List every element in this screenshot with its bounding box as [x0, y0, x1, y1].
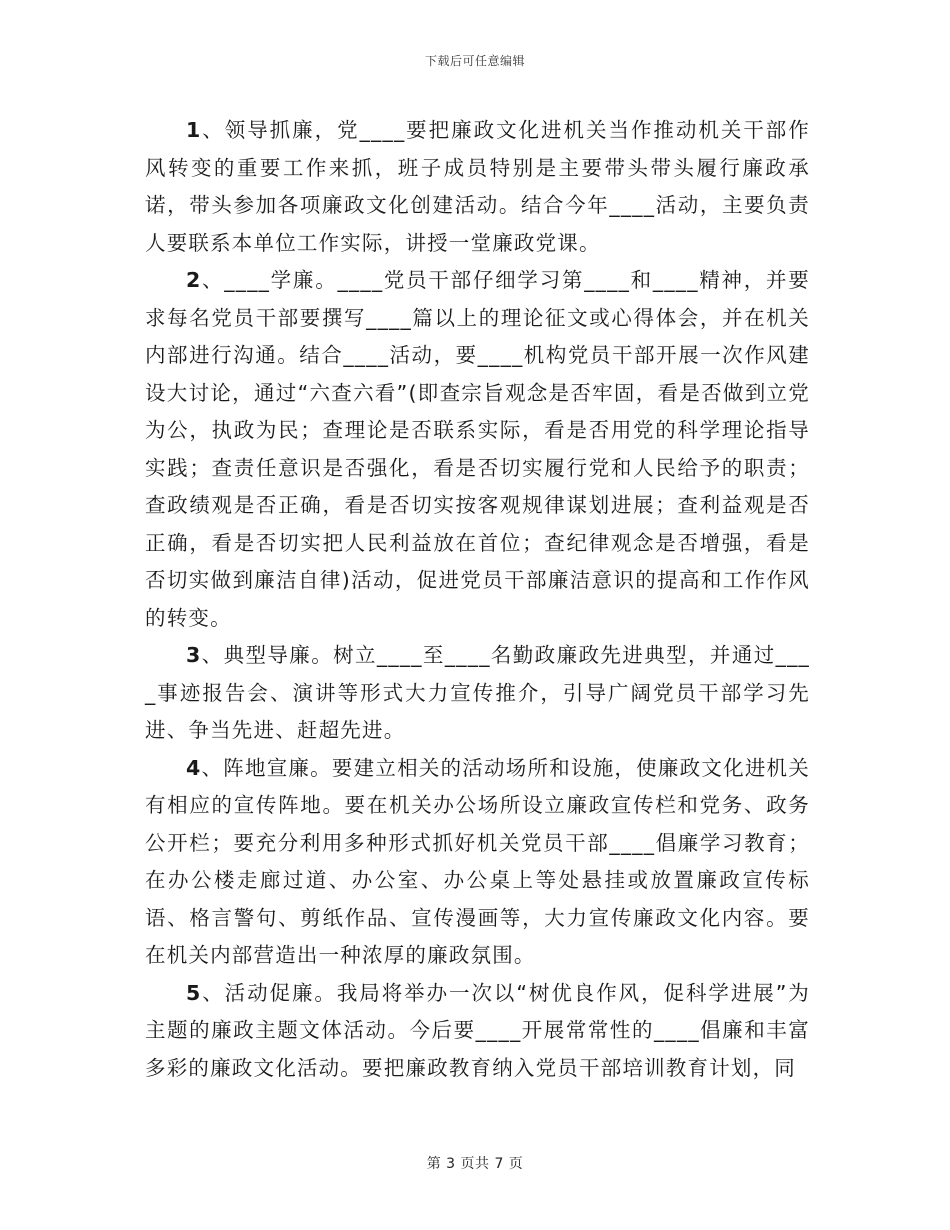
page-footer: 第 3 页共 7 页 — [426, 1156, 524, 1172]
paragraph-number: 2 — [186, 268, 202, 292]
paragraph-4 — [145, 750, 810, 975]
paragraph-number: 5 — [186, 980, 202, 1005]
page-header: 下载后可任意编辑 — [424, 54, 525, 68]
paragraph-2 — [145, 262, 810, 637]
paragraph-text: 、典型导廉。树立____至____名勤政廉政先进典型，并通过____事迹报告会、演讲等形式大力宣传推介，引导广阔党员干部学习先进、争当先进、赶超先进。 — [145, 643, 810, 742]
paragraph-text: 、活动促廉。我局将举办一次以“树优良作风，促科学进展”为主题的廉政主题文体活动。今后要____开展常常性的____倡廉和丰富多彩的廉政文化活动。要把廉政教育纳入党员干部培训教育计划，同 — [145, 980, 810, 1080]
paragraph-text: 、领导抓廉，党____要把廉政文化进机关当作推动机关干部作风转变的重要工作来抓，班子成员特别是主要带头带头履行廉政承诺，带头参加各项廉政文化创建活动。结合今年____活动，主要负责人要联系本单位工作实际，讲授一堂廉政党课。 — [145, 118, 810, 255]
paragraph-1 — [145, 112, 810, 262]
paragraph-number: 3 — [186, 643, 202, 667]
paragraph-3 — [145, 637, 810, 750]
paragraph-number: 1 — [186, 118, 202, 142]
paragraph-5 — [145, 975, 810, 1088]
paragraph-text: 、阵地宣廉。要建立相关的活动场所和设施，使廉政文化进机关有相应的宣传阵地。要在机关办公场所设立廉政宣传栏和党务、政务公开栏；要充分利用多种形式抓好机关党员干部____倡廉学习教育；在办公楼走廊过道、办公室、办公桌上等处悬挂或放置廉政宣传标语、格言警句、剪纸作品、宣传漫画等，大力宣传廉政文化内容。要在机关内部营造出一种浓厚的廉政氛围。 — [145, 755, 810, 967]
document-body — [145, 112, 810, 1087]
paragraph-number: 4 — [186, 755, 202, 780]
paragraph-text: 、____学廉。____党员干部仔细学习第____和____精神，并要求每名党员干部要撰写____篇以上的理论征文或心得体会，并在机关内部进行沟通。结合____活动，要____机构党员干部开展一次作风建设大讨论，通过“六查六看”(即查宗旨观念是否牢固，看是否做到立党为公，执政为民；查理论是否联系实际，看是否用党的科学理论指导实践；查责任意识是否强化，看是否切实履行党和人民给予的职责；查政绩观是否正确，看是否切实按客观规律谋划进展；查利益观是否正确，看是否切实把人民利益放在首位；查纪律观念是否增强，看是否切实做到廉洁自律)活动，促进党员干部廉洁意识的提高和工作作风的转变。 — [145, 268, 810, 630]
